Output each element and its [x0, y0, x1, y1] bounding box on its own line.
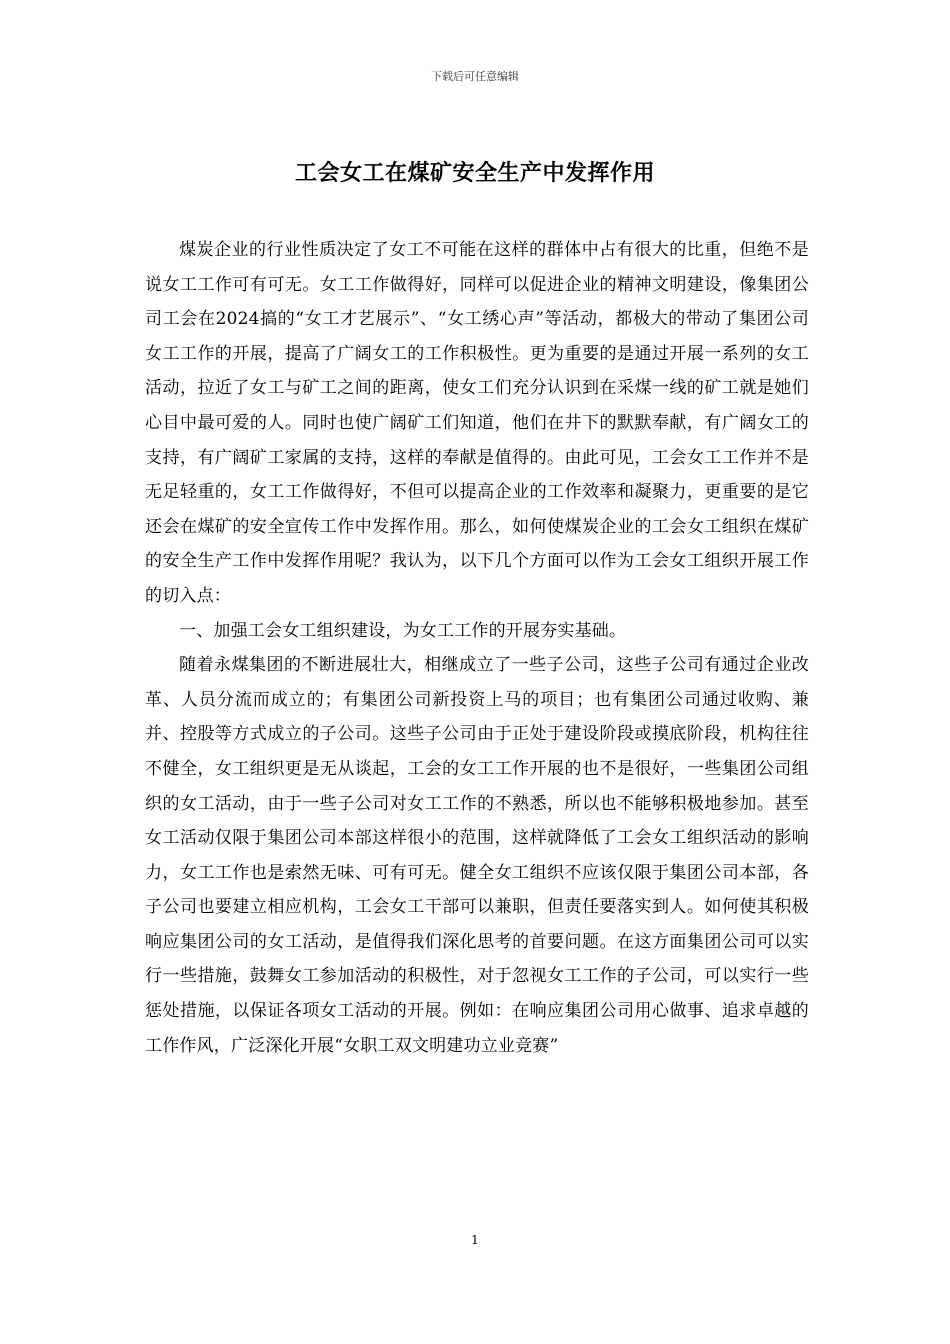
paragraph-intro: 煤炭企业的行业性质决定了女工不可能在这样的群体中占有很大的比重，但绝不是说女工工作可有可无。女工工作做得好，同样可以促进企业的精神文明建设，像集团公司工会在2024搞的“女工才艺展示”、“女工绣心声”等活动，都极大的带动了集团公司女工工作的开展，提高了广阔女工的工作积极性。更为重要的是通过开展一系列的女工活动，拉近了女工与矿工之间的距离，使女工们充分认识到在采煤一线的矿工就是她们心目中最可爱的人。同时也使广阔矿工们知道，他们在井下的默默奉献，有广阔女工的支持，有广阔矿工家属的支持，这样的奉献是值得的。由此可见，工会女工工作并不是无足轻重的，女工工作做得好，不但可以提高企业的工作效率和凝聚力，更重要的是它还会在煤矿的安全宣传工作中发挥作用。那么，如何使煤炭企业的工会女工组织在煤矿的安全生产工作中发挥作用呢？我认为，以下几个方面可以作为工会女工组织开展工作的切入点： [145, 240, 809, 606]
page-number: 1 [471, 1233, 479, 1247]
document-title: 工会女工在煤矿安全生产中发挥作用 [294, 160, 655, 186]
paragraph-section-1: 随着永煤集团的不断进展壮大，相继成立了一些子公司，这些子公司有通过企业改革、人员分流而成立的；有集团公司新投资上马的项目；也有集团公司通过收购、兼并、控股等方式成立的子公司。这些子公司由于正处于建设阶段或摸底阶段，机构往往不健全，女工组织更是无从谈起，工会的女工工作开展的也不是很好，一些集团公司组织的女工活动，由于一些子公司对女工工作的不熟悉，所以也不能够积极地参加。甚至女工活动仅限于集团公司本部这样很小的范围，这样就降低了工会女工组织活动的影响力，女工工作也是索然无味、可有可无。健全女工组织不应该仅限于集团公司本部，各子公司也要建立相应机构，工会女工干部可以兼职，但责任要落实到人。如何使其积极响应集团公司的女工活动，是值得我们深化思考的首要问题。在这方面集团公司可以实行一些措施，鼓舞女工参加活动的积极性，对于忽视女工工作的子公司，可以实行一些惩处措施，以保证各项女工活动的开展。例如：在响应集团公司用心做事、追求卓越的工作作风，广泛深化开展“女职工双文明建功立业竞赛” [145, 655, 809, 1056]
section-heading-1: 一、加强工会女工组织建设，为女工工作的开展夯实基础。 [179, 620, 627, 641]
page-header-note: 下载后可任意编辑 [431, 70, 519, 83]
document-body [145, 233, 809, 1063]
